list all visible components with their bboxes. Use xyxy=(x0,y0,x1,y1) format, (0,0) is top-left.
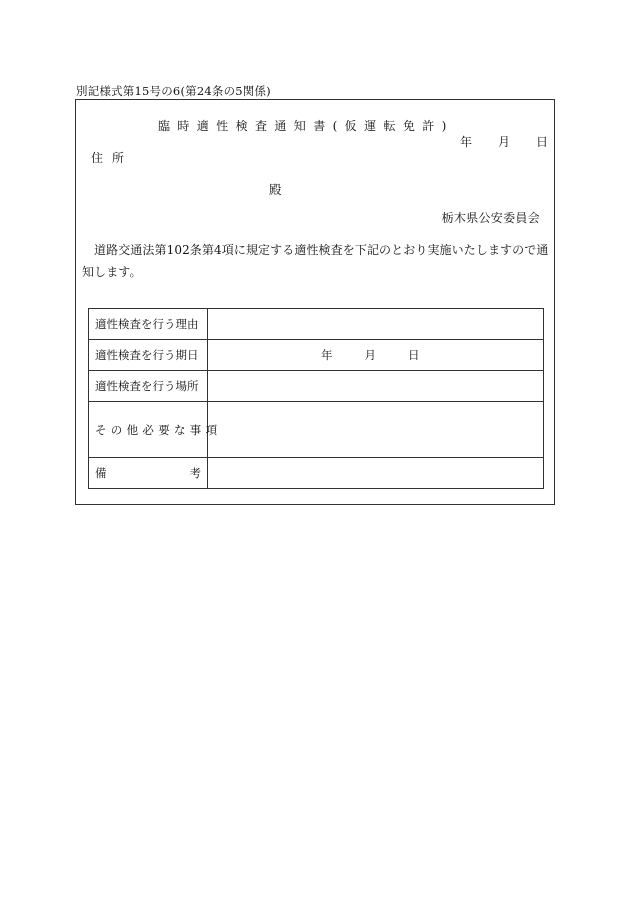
notice-frame xyxy=(75,99,555,505)
notice-body: 道路交通法第102条第4項に規定する適性検査を下記のとおり実施いたしますので通知します。 xyxy=(82,243,549,279)
date-month: 月 xyxy=(497,135,510,149)
row-label-date: 適性検査を行う期日 xyxy=(89,340,208,371)
notice-title: 臨時適性検査通知書(仮運転免許) xyxy=(158,119,454,133)
remarks-label-part-1: 備 xyxy=(95,466,107,480)
row-label-remarks xyxy=(89,458,208,489)
row-label-reason: 適性検査を行う理由 xyxy=(89,309,208,340)
row-label-place: 適性検査を行う場所 xyxy=(89,371,208,402)
honorific: 殿 xyxy=(269,182,282,197)
notice-date xyxy=(460,133,548,150)
table-row xyxy=(89,402,544,458)
row-value-place xyxy=(208,371,544,402)
row-value-reason xyxy=(208,309,544,340)
table-row xyxy=(89,458,544,489)
remarks-label-part-2: 考 xyxy=(189,466,201,480)
row-value-date xyxy=(208,340,544,371)
address-label: 住所 xyxy=(91,151,134,165)
issuer-name: 栃木県公安委員会 xyxy=(441,211,540,225)
table-row xyxy=(89,309,544,340)
form-reference: 別記様式第15号の6(第24条の5関係) xyxy=(76,84,271,98)
details-table xyxy=(88,308,544,489)
exam-date-month: 月 xyxy=(364,348,376,362)
table-row xyxy=(89,340,544,371)
row-value-remarks xyxy=(208,458,544,489)
exam-date-day: 日 xyxy=(408,348,420,362)
date-year: 年 xyxy=(459,135,472,149)
date-day: 日 xyxy=(535,135,548,149)
row-label-other: その他必要な事項 xyxy=(89,402,208,458)
exam-date-year: 年 xyxy=(321,348,333,362)
table-row xyxy=(89,371,544,402)
row-value-other xyxy=(208,402,544,458)
